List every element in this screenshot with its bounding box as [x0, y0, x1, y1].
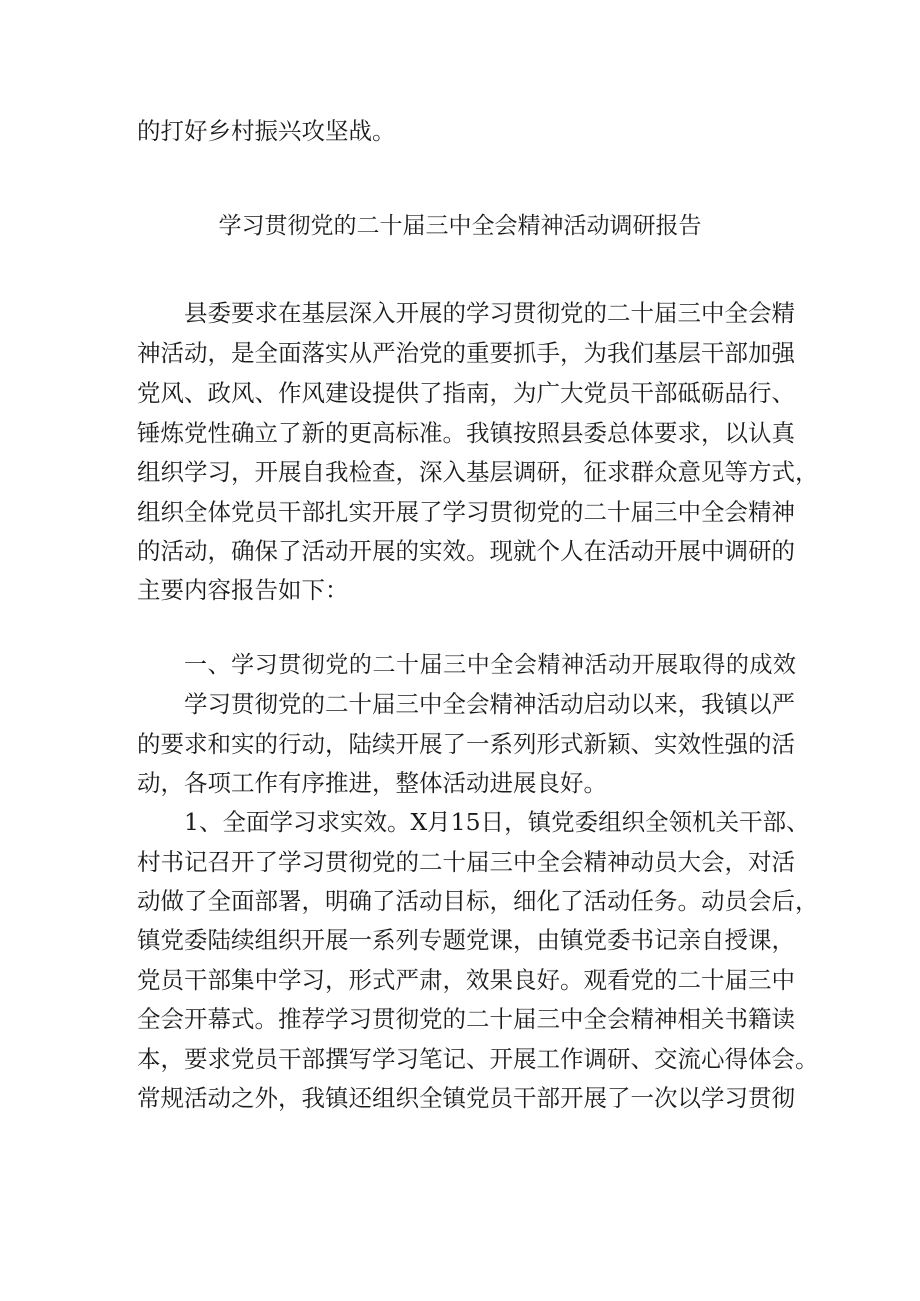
item-line: 动做了全面部署，明确了活动目标，细化了活动任务。动员会后， — [137, 887, 819, 915]
intro-line: 组织全体党员干部扎实开展了学习贯彻党的二十届三中全会精神 — [137, 498, 795, 526]
intro-line: 神活动，是全面落实从严治党的重要抓手，为我们基层干部加强 — [137, 339, 795, 367]
document-title: 学习贯彻党的二十届三中全会精神活动调研报告 — [218, 213, 702, 239]
item-line: 全会开幕式。推荐学习贯彻党的二十届三中全会精神相关书籍读 — [137, 1005, 795, 1033]
intro-line: 党风、政风、作风建设提供了指南，为广大党员干部砥砺品行、 — [137, 379, 795, 407]
intro-line: 主要内容报告如下： — [137, 576, 349, 604]
item-line: 常规活动之外，我镇还组织全镇党员干部开展了一次以学习贯彻 — [137, 1084, 795, 1112]
item-line: 1、全面学习求实效。X月15日，镇党委组织全领机关干部、 — [184, 808, 810, 836]
intro-line: 锤炼党性确立了新的更高标准。我镇按照县委总体要求，以认真 — [137, 419, 795, 447]
section-line: 的要求和实的行动，陆续开展了一系列形式新颖、实效性强的活 — [137, 730, 795, 758]
section-line: 动，各项工作有序推进，整体活动进展良好。 — [137, 769, 607, 797]
intro-line: 组织学习，开展自我检查，深入基层调研，征求群众意见等方式， — [137, 458, 819, 486]
item-line: 本，要求党员干部撰写学习笔记、开展工作调研、交流心得体会。 — [137, 1045, 819, 1073]
item-line: 镇党委陆续组织开展一系列专题党课，由镇党委书记亲自授课， — [137, 926, 795, 954]
intro-line: 县委要求在基层深入开展的学习贯彻党的二十届三中全会精 — [184, 299, 795, 327]
item-line: 村书记召开了学习贯彻党的二十届三中全会精神动员大会，对活 — [137, 848, 795, 876]
section-heading: 一、学习贯彻党的二十届三中全会精神活动开展取得的成效 — [184, 652, 796, 678]
top-fragment-line: 的打好乡村振兴攻坚战。 — [137, 117, 396, 145]
section-line: 学习贯彻党的二十届三中全会精神活动启动以来，我镇以严 — [184, 690, 795, 718]
intro-line: 的活动，确保了活动开展的实效。现就个人在活动开展中调研的 — [137, 537, 795, 565]
item-line: 党员干部集中学习，形式严肃，效果良好。观看党的二十届三中 — [137, 966, 795, 994]
